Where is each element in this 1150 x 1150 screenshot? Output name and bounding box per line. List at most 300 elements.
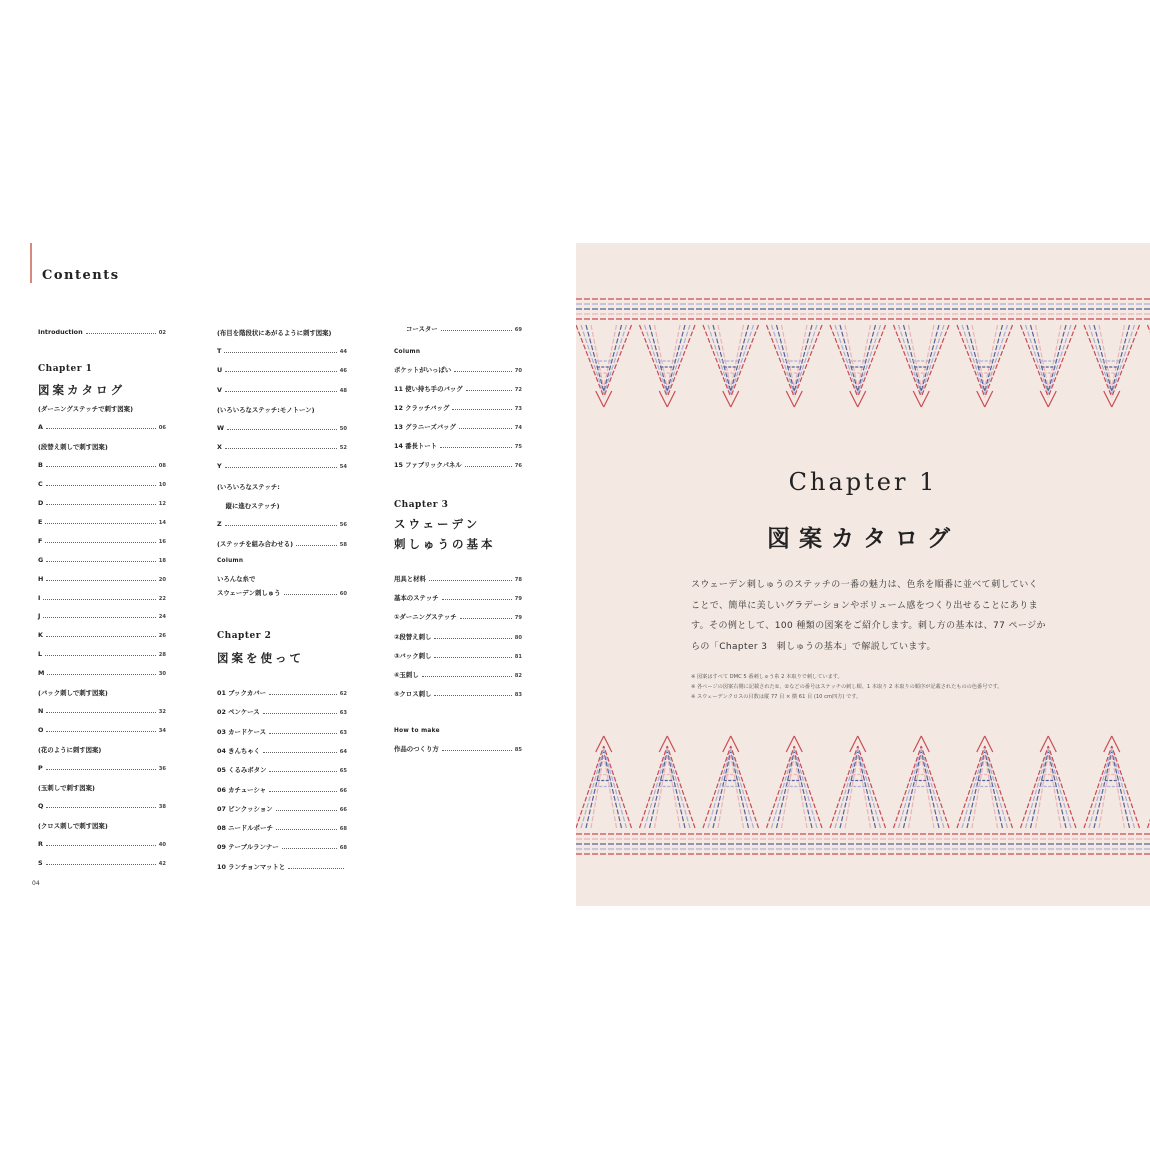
leader-dots	[269, 732, 337, 734]
toc-entry	[394, 612, 522, 621]
toc-entry-label: 05 くるみボタン	[217, 766, 267, 775]
column-label: Column	[217, 558, 244, 564]
stitch-line	[708, 749, 731, 828]
stitch-line	[1112, 325, 1125, 388]
toc-entry-label: 用具と材料	[394, 575, 426, 583]
leader-dots	[465, 465, 512, 467]
stitch-line	[604, 749, 627, 828]
toc-subsection-note: (布目を階段状にあがるように刺す図案)	[217, 329, 332, 337]
chapter-2-label: Chapter 2	[217, 631, 272, 641]
toc-entry-page: 06	[158, 424, 166, 431]
toc-entry	[38, 631, 166, 639]
leader-dots	[46, 711, 155, 713]
toc-entry-label: L	[38, 650, 43, 659]
toc-entry-page: 65	[339, 768, 347, 775]
toc-entry-label: 作品のつくり方	[394, 745, 439, 753]
toc-subsection-note: (ダーニングステッチで刺す図案)	[38, 405, 133, 413]
leader-dots	[434, 637, 511, 639]
leader-dots	[460, 617, 512, 619]
leader-dots	[47, 673, 155, 675]
toc-entry-label: K	[38, 631, 43, 640]
leader-dots	[269, 790, 337, 792]
leader-dots	[434, 694, 511, 696]
toc-subsection-note: (バック刺しで刺す図案)	[38, 689, 108, 698]
stitch-line	[731, 736, 739, 752]
toc-entry-page: 75	[514, 444, 522, 451]
stitch-line	[985, 325, 1013, 397]
toc-entry	[394, 670, 522, 679]
note-text-line: ※ 各ページの図案右側に記載された①、②などの番号はステッチの刺し順、1 本取り 2 本取りの順序が記載されたものの色番号です。	[691, 684, 1003, 690]
stitch-line	[967, 752, 985, 828]
stitch-line	[772, 749, 795, 828]
toc-entry-label: 12 クラッチバッグ	[394, 404, 450, 413]
note-text-line: ※ スウェーデンクロスの目数は縦 77 目 × 横 61 目 (10 cm四方) です。	[691, 694, 862, 700]
stitch-line	[667, 325, 680, 388]
embroidery-band-top	[576, 295, 1150, 415]
toc-entry	[38, 480, 166, 488]
toc-entry-column	[217, 588, 347, 597]
toc-entry-page: 38	[158, 803, 166, 810]
leader-dots	[459, 427, 512, 429]
accent-bar	[30, 243, 32, 283]
toc-entry-label: X	[217, 443, 222, 452]
toc-entry-page: 02	[158, 330, 166, 336]
toc-entry	[38, 650, 166, 658]
toc-entry-page: 56	[339, 522, 347, 528]
stitch-line	[731, 325, 754, 394]
stitch-line	[899, 749, 922, 828]
leader-dots	[45, 654, 156, 656]
toc-entry-page: 83	[514, 692, 522, 699]
toc-entry-label: 15 ファブリックパネル	[394, 461, 462, 470]
toc-entry	[38, 802, 166, 810]
toc-entry-label: 11 使い持ち手のバッグ	[394, 385, 463, 393]
leader-dots	[225, 390, 337, 392]
leader-dots	[46, 863, 156, 865]
toc-entry-page: 54	[339, 464, 347, 471]
toc-subsection-note: (花のように刺す図案)	[38, 746, 102, 755]
stitch-line	[667, 325, 695, 397]
toc-entry-label: 02 ペンケース	[217, 708, 260, 717]
toc-entry	[217, 424, 347, 432]
leader-dots	[434, 656, 511, 658]
stitch-line	[1112, 746, 1140, 828]
leader-dots	[288, 867, 344, 869]
stitch-line	[718, 325, 731, 388]
toc-entry-page: 28	[158, 652, 166, 659]
stitch-line	[962, 749, 985, 828]
toc-entry-page: 12	[158, 500, 166, 507]
stitch-line	[667, 736, 675, 752]
leader-dots	[46, 844, 156, 846]
stitch-line	[962, 325, 985, 394]
toc-entry	[38, 859, 166, 867]
leader-dots	[263, 751, 337, 753]
toc-entry-page: 63	[339, 729, 347, 736]
stitch-line	[858, 752, 876, 828]
stitch-line	[1089, 325, 1112, 394]
stitch-line	[731, 325, 759, 397]
toc-entry-label: ポケットがいっぱい	[394, 366, 452, 374]
toc-entry-page: 82	[514, 673, 522, 679]
stitch-line	[731, 752, 749, 828]
toc-entry-page: 68	[339, 845, 347, 852]
toc-entry-page: 42	[158, 860, 166, 867]
stitch-line	[772, 325, 795, 394]
toc-entry-page: 26	[158, 633, 166, 640]
stitch-line	[1112, 749, 1135, 828]
chapter-heading: Chapter 1	[788, 468, 938, 496]
toc-entry-page: 16	[158, 538, 166, 545]
toc-entry-page: 46	[339, 368, 347, 375]
stitch-line	[731, 325, 744, 388]
leader-dots	[46, 465, 156, 467]
stitch-line	[786, 736, 794, 752]
leader-dots	[227, 428, 337, 430]
toc-entry-page: 70	[514, 368, 522, 374]
toc-entry-label: T	[217, 347, 222, 356]
stitch-line	[586, 752, 604, 828]
leader-dots	[46, 560, 156, 562]
toc-entry-label: G	[38, 555, 44, 564]
toc-entry-page: 18	[158, 557, 166, 564]
toc-subsection-note: (玉刺しで刺す図案)	[38, 784, 95, 792]
toc-entry-label: A	[38, 422, 43, 431]
toc-entry-page: 08	[158, 462, 166, 469]
chapter-3-label: Chapter 3	[394, 500, 449, 510]
leader-dots	[225, 524, 337, 526]
stitch-line	[794, 325, 817, 394]
toc-entry-page: 40	[158, 841, 166, 848]
leader-dots	[225, 370, 337, 372]
stitch-line	[985, 325, 1008, 394]
toc-entry	[217, 823, 347, 832]
toc-entry	[217, 842, 347, 851]
leader-dots	[284, 593, 337, 595]
toc-entry	[38, 594, 166, 602]
toc-entry	[217, 366, 347, 374]
toc-entry	[38, 518, 166, 526]
toc-entry-column	[394, 365, 522, 374]
stitch-line	[645, 325, 668, 394]
stitch-line	[858, 325, 886, 397]
stitch-line	[708, 325, 731, 394]
toc-entry-label: E	[38, 517, 43, 526]
leader-dots	[43, 616, 155, 618]
toc-entry-label: O	[38, 726, 44, 735]
toc-entry-label: M	[38, 669, 45, 678]
stitch-line	[713, 752, 731, 828]
intro-text-line: らの「Chapter 3 刺しゅうの基本」で解説しています。	[691, 641, 936, 652]
leader-dots	[442, 598, 512, 600]
stitch-line	[921, 325, 944, 394]
toc-entry	[217, 688, 347, 697]
toc-entry-page: 69	[514, 327, 522, 333]
toc-entry-page: 52	[339, 445, 347, 452]
toc-subsection-note: (クロス刺しで刺す図案)	[38, 821, 108, 830]
stitch-line	[794, 736, 802, 752]
stitch-line	[972, 325, 985, 388]
toc-entry-label: ④玉刺し	[394, 671, 419, 679]
leader-dots	[466, 389, 512, 391]
chapter-1-title: 図案カタログ	[38, 383, 125, 397]
toc-entry	[38, 423, 166, 431]
leader-dots	[269, 693, 337, 695]
toc-entry	[38, 575, 166, 583]
toc-entry-label: 03 カードケース	[217, 727, 267, 736]
stitch-line	[723, 736, 731, 752]
toc-entry-label: コースター	[406, 325, 438, 333]
toc-entry	[394, 403, 522, 412]
toc-entry-page: 66	[339, 787, 347, 794]
stitch-line	[581, 749, 604, 828]
chapter-3-title: スウェーデン	[394, 517, 481, 531]
intro-text-line: スウェーデン刺しゅうのステッチの一番の魅力は、色糸を順番に並べて刺していく	[691, 580, 1039, 590]
toc-entry-page: 64	[339, 748, 347, 755]
stitch-line	[921, 752, 939, 828]
stitch-line	[1048, 746, 1076, 828]
toc-entry	[38, 461, 166, 469]
toc-entry-page: 81	[514, 653, 522, 660]
toc-entry	[38, 707, 166, 715]
stitch-line	[645, 749, 668, 828]
toc-entry-page: 72	[514, 387, 522, 393]
stitch-line	[909, 325, 922, 388]
toc-entry	[217, 539, 347, 548]
stitch-line	[591, 325, 604, 388]
toc-entry-label: P	[38, 764, 43, 773]
toc-entry	[394, 689, 522, 698]
toc-entry-label: Z	[217, 520, 222, 528]
leader-dots	[225, 466, 337, 468]
toc-entry-label: ⑤クロス刺し	[394, 690, 432, 699]
toc-subsection-note: (いろいろなステッチ:モノトーン)	[217, 405, 315, 414]
leader-dots	[46, 806, 155, 808]
leader-dots	[224, 351, 336, 353]
leader-dots	[225, 447, 337, 449]
stitch-line	[985, 736, 993, 752]
toc-entry-page: 44	[339, 349, 347, 356]
toc-entry-label: U	[217, 366, 223, 375]
toc-subsection-note: (いろいろなステッチ:	[217, 482, 280, 491]
stitch-line	[604, 325, 632, 397]
toc-entry	[38, 669, 166, 677]
toc-entry	[217, 862, 347, 871]
stitch-line	[604, 736, 612, 752]
toc-entry-label: C	[38, 479, 43, 488]
column-title-line: いろんな糸で	[217, 575, 256, 583]
intro-text-line: す。その例として、100 種類の図案をご紹介します。刺し方の基本は、77 ページか	[691, 621, 1046, 631]
toc-entry	[394, 441, 522, 450]
stitch-line	[858, 325, 881, 394]
toc-entry-page: 63	[339, 710, 347, 717]
stitch-line	[1048, 736, 1056, 752]
toc-entry	[217, 462, 347, 470]
toc-entry	[38, 537, 166, 545]
stitch-line	[794, 325, 807, 388]
leader-dots	[296, 544, 337, 546]
leader-dots	[86, 332, 156, 334]
toc-entry-page: 85	[514, 747, 522, 753]
contents-title: Contents	[42, 268, 120, 283]
toc-entry	[217, 804, 347, 813]
leader-dots	[45, 522, 155, 524]
chapter-3-title: 刺しゅうの基本	[394, 537, 496, 551]
toc-entry-label: D	[38, 498, 44, 507]
stitch-line	[794, 325, 822, 397]
toc-entry	[217, 386, 347, 394]
leader-dots	[46, 427, 156, 429]
toc-entry-label: 04 きんちゃく	[217, 746, 261, 755]
toc-entry-label: スウェーデン刺しゅう	[217, 589, 281, 597]
toc-entry-page: 24	[158, 614, 166, 621]
stitch-line	[604, 325, 627, 394]
toc-entry-label: F	[38, 536, 43, 545]
leader-dots	[454, 370, 512, 372]
stitch-line	[985, 752, 1003, 828]
toc-entry	[394, 593, 522, 602]
leader-dots	[452, 408, 511, 410]
toc-entry	[217, 727, 347, 736]
toc-entry-page: 50	[339, 426, 347, 432]
stitch-line	[1112, 325, 1135, 394]
toc-entry-label: (ステッチを組み合わせる)	[217, 540, 294, 549]
toc-entry	[217, 707, 347, 716]
toc-entry	[394, 422, 522, 431]
toc-entry-label: B	[38, 460, 43, 469]
stitch-line	[731, 746, 759, 828]
leader-dots	[429, 579, 512, 581]
toc-entry-page: 48	[339, 387, 347, 394]
toc-entry-page: 68	[339, 826, 347, 833]
toc-entry-label: ②段替え刺し	[394, 632, 432, 641]
leader-dots	[441, 329, 512, 331]
leader-dots	[269, 770, 336, 772]
intro-text-line: ことで、簡単に美しいグラデーションやボリューム感をつくり出せることにありま	[691, 600, 1038, 611]
toc-entry-page: 73	[514, 406, 522, 413]
toc-entry	[217, 746, 347, 755]
toc-entry-label: ③バック刺し	[394, 651, 432, 660]
toc-entry-label: N	[38, 707, 44, 716]
toc-entry	[38, 726, 166, 734]
toc-entry-label: ①ダーニングステッチ	[394, 613, 457, 622]
toc-entry	[217, 520, 347, 528]
toc-entry-label: 14 番長トート	[394, 442, 438, 451]
stitch-line	[650, 752, 668, 828]
leader-dots	[46, 768, 156, 770]
stitch-line	[1104, 736, 1112, 752]
toc-entry	[394, 574, 522, 583]
leader-dots	[46, 484, 156, 486]
leader-dots	[45, 541, 155, 543]
toc-entry-page: 79	[514, 615, 522, 622]
stitch-line	[581, 325, 604, 394]
stitch-line	[782, 325, 795, 388]
toc-entry-label: Q	[38, 801, 44, 810]
embroidery-band-bottom	[576, 728, 1150, 858]
toc-entry-label: 08 ニードルポーチ	[217, 824, 273, 833]
leader-dots	[263, 712, 337, 714]
toc-entry-label: 13 グラニーズバッグ	[394, 423, 456, 432]
note-text-line: ※ 図案はすべて DMC 5 番刺しゅう糸 2 本取りで刺しています。	[691, 674, 843, 680]
toc-entry	[38, 764, 166, 772]
chapter-title: 図案カタログ	[767, 526, 959, 552]
stitch-line	[1031, 752, 1049, 828]
stitch-line	[835, 325, 858, 394]
leader-dots	[43, 598, 155, 600]
stitch-line	[794, 749, 817, 828]
toc-entry	[394, 460, 522, 469]
toc-entry	[394, 384, 522, 393]
toc-entry	[394, 632, 522, 641]
toc-entry-label: J	[38, 612, 41, 621]
stitch-line	[845, 325, 858, 388]
stitch-line	[731, 749, 754, 828]
toc-entry-page: 62	[339, 691, 347, 697]
stitch-line	[1026, 749, 1049, 828]
toc-entry-page: 22	[158, 595, 166, 602]
chapter-2-title: 図案を使って	[217, 651, 304, 665]
toc-entry-page: 60	[339, 591, 347, 597]
toc-entry-page: 74	[514, 425, 522, 432]
stitch-line	[921, 736, 929, 752]
leader-dots	[46, 503, 155, 505]
stitch-line	[858, 736, 866, 752]
leader-dots	[440, 446, 512, 448]
toc-entry	[38, 840, 166, 848]
toc-entry	[38, 499, 166, 507]
stitch-line	[1048, 749, 1071, 828]
stitch-line	[1048, 325, 1071, 394]
stitch-line	[659, 736, 667, 752]
toc-entry-label: I	[38, 593, 41, 602]
chapter-1-label: Chapter 1	[38, 364, 93, 374]
toc-entry-page: 80	[514, 634, 522, 641]
toc-entry	[217, 443, 347, 451]
toc-entry-label: W	[217, 424, 225, 432]
toc-entry-page: 14	[158, 519, 166, 526]
leader-dots	[46, 730, 155, 732]
stitch-line	[913, 736, 921, 752]
stitch-line	[835, 749, 858, 828]
stitch-line	[985, 749, 1008, 828]
toc-entry	[406, 324, 522, 333]
stitch-line	[921, 325, 934, 388]
stitch-line	[655, 325, 668, 388]
toc-entry-howto	[394, 744, 522, 753]
page-number: 04	[32, 880, 40, 887]
stitch-line	[899, 325, 922, 394]
stitch-line	[1112, 752, 1130, 828]
leader-dots	[282, 847, 337, 849]
stitch-line	[858, 325, 871, 388]
toc-entry	[217, 785, 347, 794]
stitch-line	[850, 736, 858, 752]
toc-entry-page: 76	[514, 463, 522, 470]
toc-entry	[394, 651, 522, 660]
stitch-line	[858, 746, 886, 828]
toc-subsection-note: 縦に進むステッチ)	[217, 501, 280, 510]
stitch-line	[904, 752, 922, 828]
stitch-line	[1048, 325, 1076, 397]
leader-dots	[422, 675, 512, 677]
leader-dots	[442, 749, 512, 751]
stitch-line	[667, 746, 695, 828]
stitch-line	[921, 746, 949, 828]
toc-entry-label: 10 ランチョンマットと	[217, 862, 286, 871]
toc-entry-page: 34	[158, 728, 166, 735]
chapter-opener-page	[576, 243, 1150, 906]
